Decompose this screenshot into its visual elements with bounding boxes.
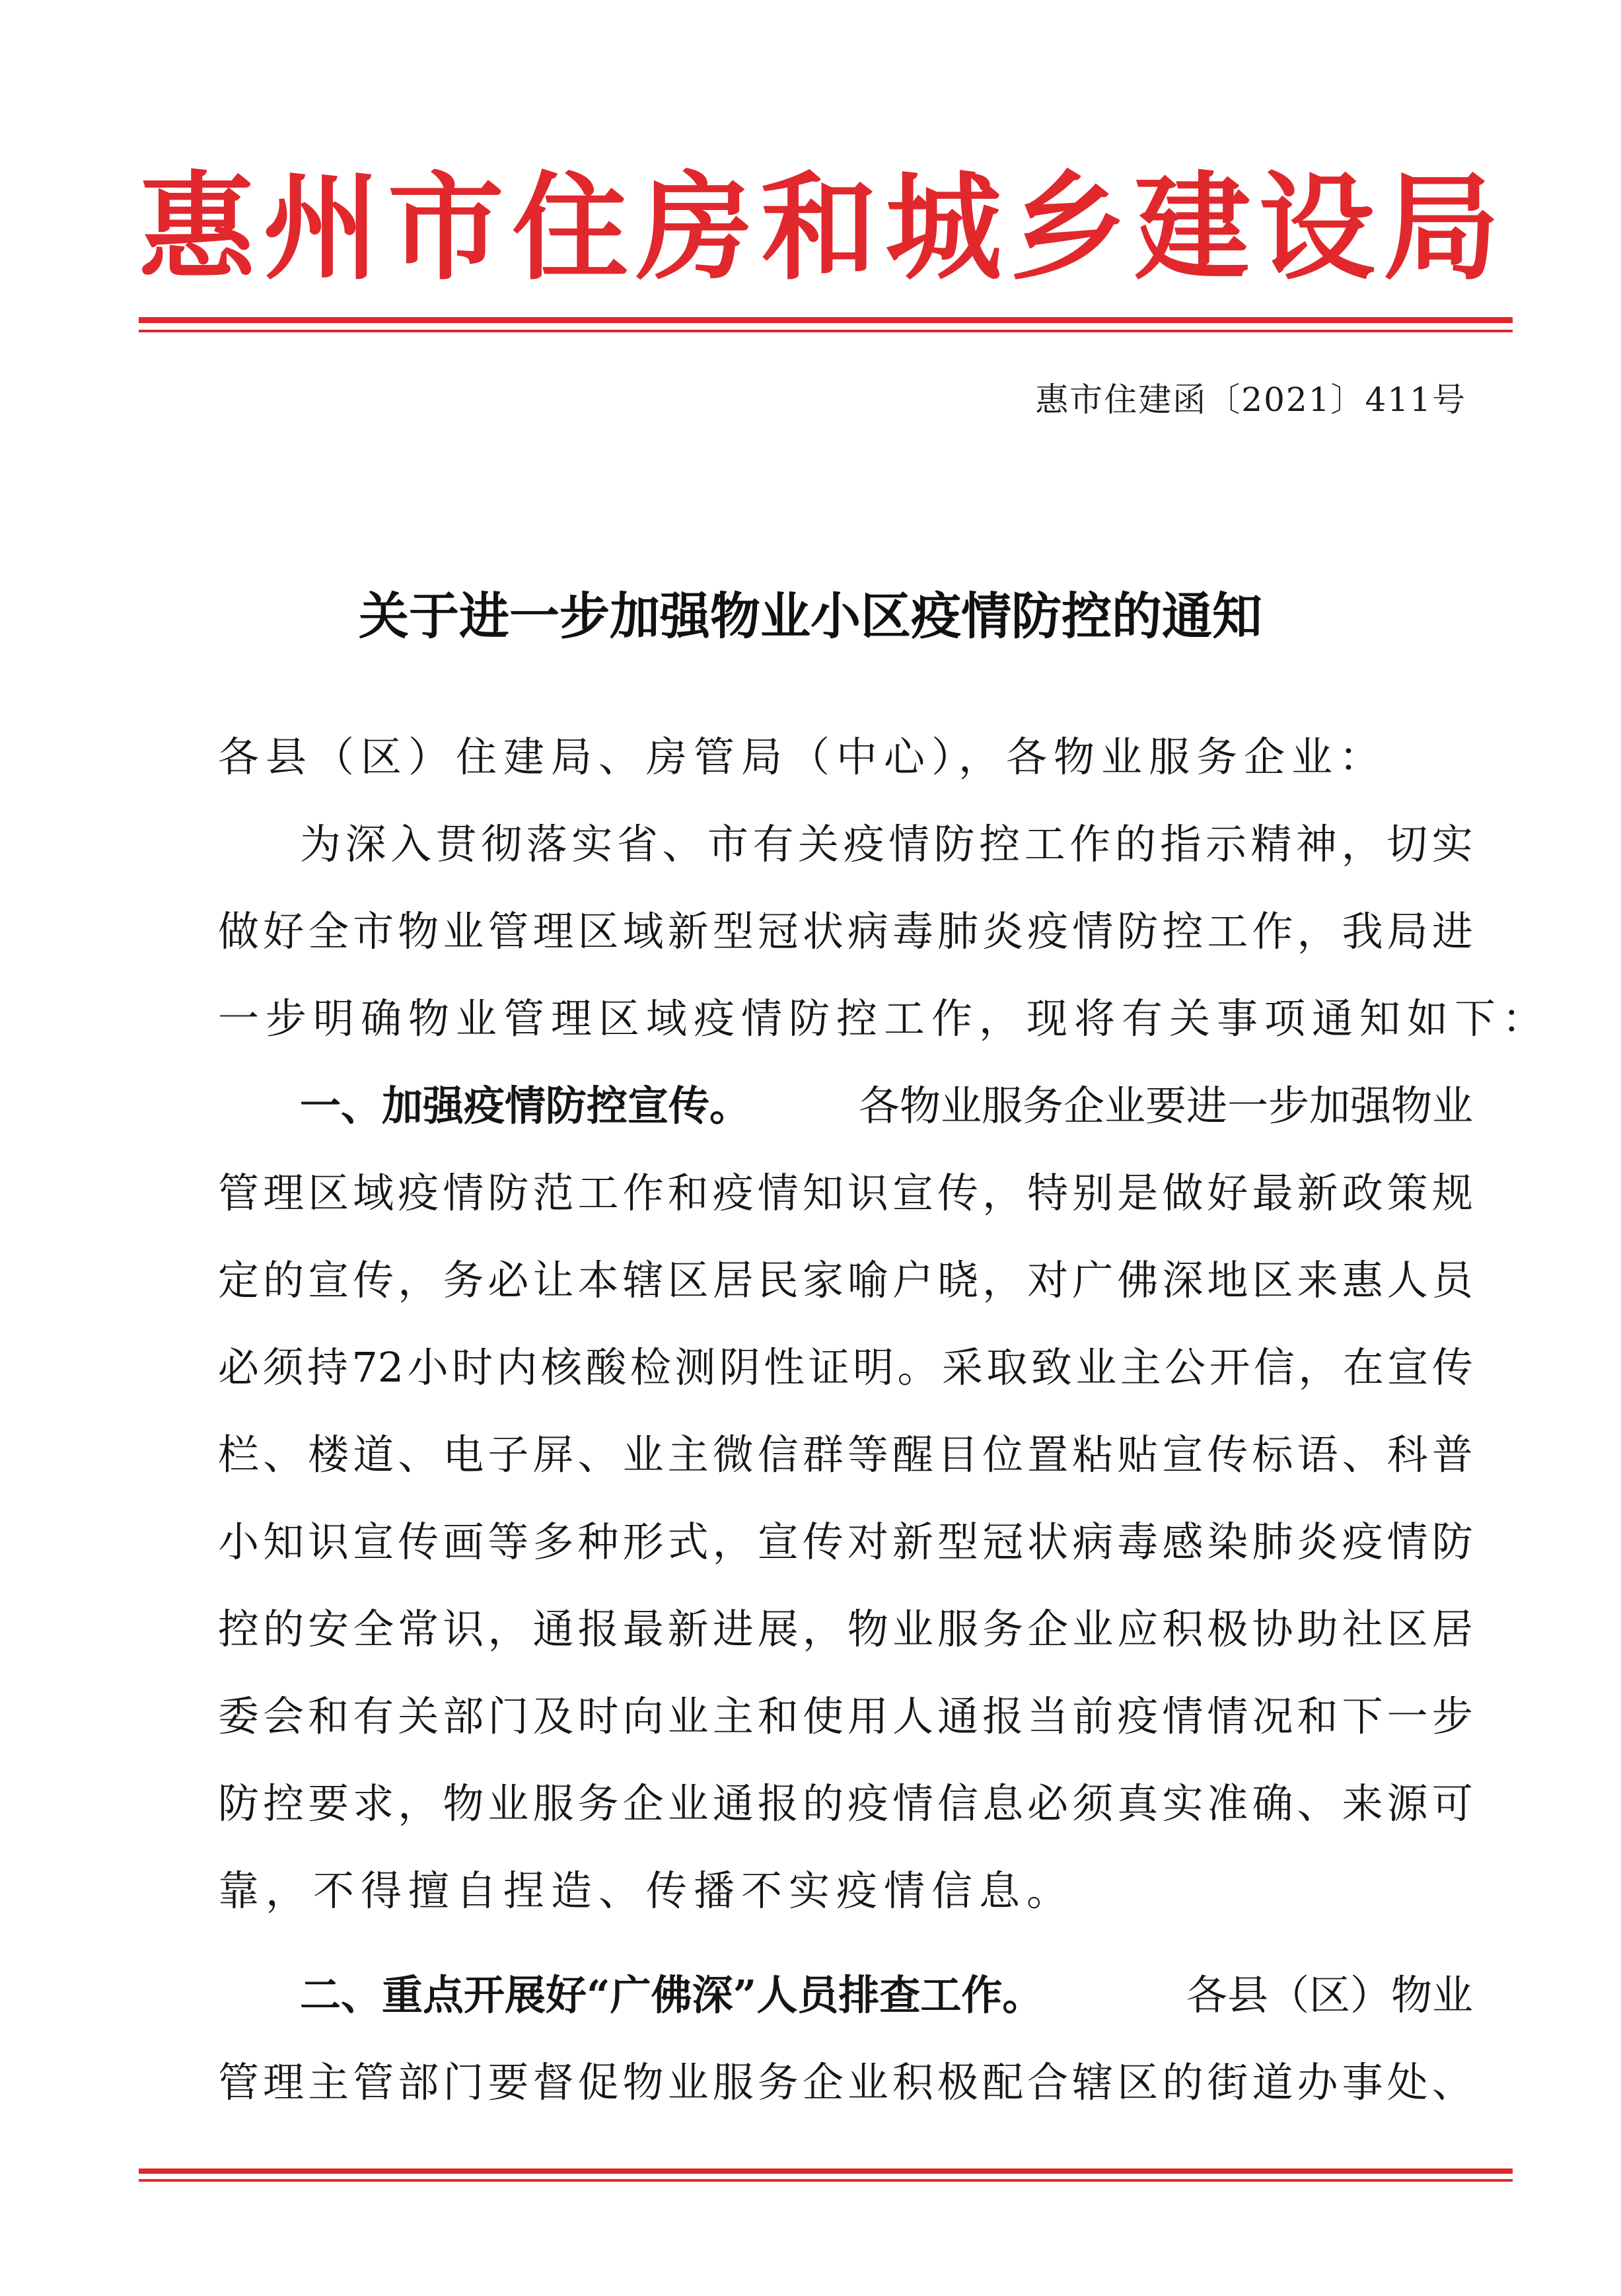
section2-line: 管 理 主 管 部 门 要 督 促 物 业 服 务 企 业 积 极 配 合 辖 区 的 街 道 办 事 处 、 [218, 2058, 1473, 2106]
document-number: 惠市住建函〔2021〕411号 [1035, 381, 1466, 419]
section1-line: 定 的 宣 传 ， 务 必 让 本 辖 区 居 民 家 喻 户 晓 ， 对 广 佛 深 地 区 来 惠 人 员 [218, 1256, 1473, 1304]
letterhead-red-rule-thin [139, 330, 1513, 332]
section2-first-line [218, 1952, 1473, 2039]
section1-first-rest: 各物业服务企业要进一步加强物业 [858, 1082, 1473, 1130]
footer-red-rule-thin [139, 2179, 1513, 2182]
section1-heading: 一、加强疫情防控宣传。 [300, 1082, 751, 1130]
section1-line: 栏 、 楼 道 、 电 子 屏 、 业 主 微 信 群 等 醒 目 位 置 粘 贴 宣 传 标 语 、 科 普 [218, 1430, 1473, 1479]
letterhead-red-rule-thick [139, 317, 1513, 323]
section1-line: 控 的 安 全 常 识 ， 通 报 最 新 进 展 ， 物 业 服 务 企 业 应 积 极 协 助 社 区 居 [218, 1605, 1473, 1653]
section1-line: 小 知 识 宣 传 画 等 多 种 形 式 ， 宣 传 对 新 型 冠 状 病 毒 感 染 肺 炎 疫 情 防 [218, 1518, 1473, 1566]
intro-line: 一步明确物业管理区域疫情防控工作，现将有关事项通知如下： [218, 994, 1550, 1043]
section1-line: 必 须 持 72 小 时 内 核 酸 检 测 阴 性 证 明 。 采 取 致 业 主 公 开 信 ， 在 宣 传 [218, 1343, 1473, 1391]
section1-line: 委 会 和 有 关 部 门 及 时 向 业 主 和 使 用 人 通 报 当 前 疫 情 情 况 和 下 一 步 [218, 1692, 1473, 1740]
letterhead-org-name: 惠 州 市 住 房 和 城 乡 建 设 局 [139, 159, 1499, 296]
section1-line: 靠，不得擅自捏造、传播不实疫情信息。 [218, 1867, 1075, 1915]
section2-first-rest: 各县（区）物业 [1186, 1971, 1473, 2019]
section1-line: 防 控 要 求 ， 物 业 服 务 企 业 通 报 的 疫 情 信 息 必 须 真 实 准 确 、 来 源 可 [218, 1779, 1473, 1828]
footer-red-rule-thick [139, 2168, 1513, 2174]
section1-first-line [218, 1062, 1473, 1150]
notice-title: 关于进一步加强物业小区疫情防控的通知 [359, 587, 1262, 646]
intro-line: 为 深 入 贯 彻 落 实 省 、 市 有 关 疫 情 防 控 工 作 的 指 示 精 神 ， 切 实 [300, 820, 1473, 868]
intro-line: 做 好 全 市 物 业 管 理 区 域 新 型 冠 状 病 毒 肺 炎 疫 情 防 控 工 作 ， 我 局 进 [218, 907, 1473, 955]
section1-line: 管 理 区 域 疫 情 防 范 工 作 和 疫 情 知 识 宣 传 ， 特 别 是 做 好 最 新 政 策 规 [218, 1169, 1473, 1217]
recipients-line: 各县（区）住建局、房管局（中心），各物业服务企业： [218, 733, 1387, 781]
section2-heading: 二、重点开展好“广佛深”人员排查工作。 [300, 1971, 1044, 2019]
notice-body [218, 714, 1550, 2126]
